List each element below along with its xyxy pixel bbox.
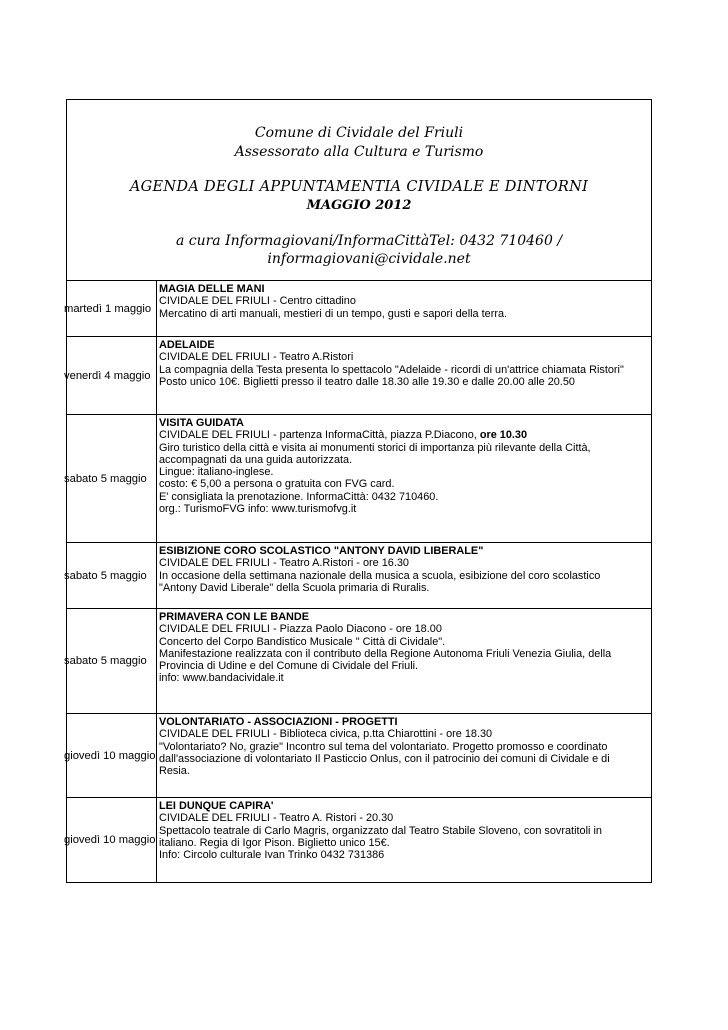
event-line: CIVIDALE DEL FRIULI - Biblioteca civica, p.tta Chiarottini - ore 18.30 [159,728,493,741]
event-line: Manifestazione realizzata con il contributo della Regione Autonoma Friuli Venezia Giulia, della [159,647,612,660]
event-line: CIVIDALE DEL FRIULI - Teatro A. Ristori - 20.30 [159,812,394,825]
event-date: venerdì 4 maggio [64,337,157,414]
event-location: CIVIDALE DEL FRIULI - partenza InformaCittà, piazza P.Diacono, [159,429,480,442]
event-date: sabato 5 maggio [64,543,157,608]
event-line: E' consigliata la prenotazione. InformaCittà: 0432 710460. [159,490,439,503]
event-line: Posto unico 10€. Biglietti presso il teatro dalle 18.30 alle 19.30 e dalle 20.00 alle 20.50 [159,375,575,388]
event-title: ADELAIDE [159,339,215,351]
event-line: Resia. [159,765,190,778]
event-title: ESIBIZIONE CORO SCOLASTICO "ANTONY DAVID LIBERALE" [159,545,484,557]
event-line: dall'associazione di volontariato Il Pasticcio Onlus, con il patrocinio dei comuni di Cividale e di [159,752,610,765]
editor-contact: a cura Informagiovani/InformaCittàTel: 0432 710460 / [175,233,563,249]
event-content [157,798,651,882]
event-date: sabato 5 maggio [64,609,157,713]
event-title: VISITA GUIDATA [159,417,244,429]
event-row [64,337,651,415]
event-date: sabato 5 maggio [64,415,157,542]
event-row [64,798,651,882]
event-title: LEI DUNQUE CAPIRA' [159,800,274,812]
agenda-title: AGENDA DEGLI APPUNTAMENTIA CIVIDALE E DINTORNI [129,179,589,195]
event-content [157,543,651,608]
event-line: CIVIDALE DEL FRIULI - Teatro A.Ristori - ore 16.30 [159,557,409,570]
event-content [157,714,651,797]
event-line: CIVIDALE DEL FRIULI - Centro cittadino [159,295,356,308]
event-line: "Antony David Liberale" della Scuola primaria di Ruralis. [159,581,430,594]
event-line: Spettacolo teatrale di Carlo Magris, organizzato dal Teatro Stabile Sloveno, con sovratitoli in [159,824,602,837]
event-date: giovedì 10 maggio [64,714,157,797]
event-content [157,337,651,414]
event-title: VOLONTARIATO - ASSOCIAZIONI - PROGETTI [159,716,398,728]
event-line: italiano. Regia di Igor Pison. Biglietto unico 15€. [159,836,390,849]
agenda-header [67,100,651,281]
event-content [157,609,651,713]
department-name: Assessorato alla Cultura e Turismo [234,144,484,160]
event-line: Giro turistico della città e visita ai monumenti storici di importanza più rilevante della Città, [159,441,591,454]
event-row [64,543,651,609]
event-date: martedì 1 maggio [64,281,157,336]
event-row [64,415,651,543]
editor-email: informagiovani@cividale.net [267,251,471,267]
event-line: org.: TurismoFVG info: www.turismofvg.it [159,503,357,516]
event-line: accompagnati da una guida autorizzata. [159,453,353,466]
event-row [64,281,651,337]
event-line: Concerto del Corpo Bandistico Musicale " Città di Cividale". [159,635,446,648]
event-row [64,714,651,798]
event-line: In occasione della settimana nazionale della musica a scuola, esibizione del coro scolastico [159,569,601,582]
event-line: La compagnia della Testa presenta lo spettacolo "Adelaide - ricordi di un'attrice chiamata Ristori" [159,363,624,376]
event-content [157,415,651,542]
agenda-month: MAGGIO 2012 [306,198,412,213]
event-line: Lingue: italiano-inglese. [159,466,274,479]
event-line: CIVIDALE DEL FRIULI - Teatro A.Ristori [159,351,354,364]
event-line [159,429,651,441]
event-line: info: www.bandacividale.it [159,672,284,685]
event-line: Info: Circolo culturale Ivan Trinko 0432 731386 [159,849,385,862]
event-row [64,609,651,714]
event-line: CIVIDALE DEL FRIULI - Piazza Paolo Diacono - ore 18.00 [159,623,442,636]
event-title: MAGIA DELLE MANI [159,283,265,295]
event-line: Mercatino di arti manuali, mestieri di un tempo, gusti e sapori della terra. [159,307,508,320]
event-time: ore 10.30 [479,429,528,442]
agenda-table [66,99,652,883]
event-line: "Volontariato? No, grazie" Incontro sul tema del volontariato. Progetto promosso e coordinato [159,740,608,753]
event-line: costo: € 5,00 a persona o gratuita con FVG card. [159,478,395,491]
event-line: Provincia di Udine e del Comune di Cividale del Friuli. [159,660,419,673]
event-content [157,281,651,336]
municipality-name: Comune di Cividale del Friuli [254,125,464,141]
event-title: PRIMAVERA CON LE BANDE [159,611,310,623]
event-date: giovedì 10 maggio [64,798,157,882]
